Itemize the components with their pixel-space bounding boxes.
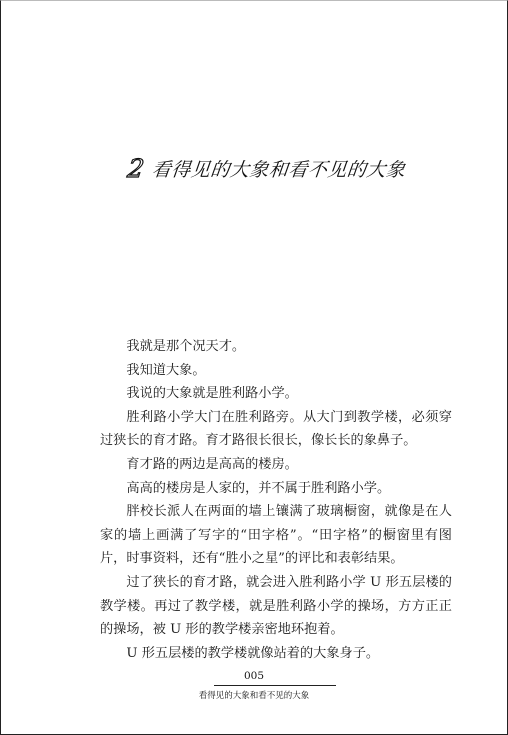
- paragraph: 我就是那个况天才。: [126, 339, 246, 354]
- chapter-title: 看得见的大象和看不见的大象: [150, 158, 407, 181]
- paragraph: 我说的大象就是胜利路小学。: [126, 386, 298, 402]
- paragraph: 胖校长派人在两面的墙上镶满了玻璃橱窗，就像是在人家的墙上画满了写字的“田字格”。“田字格”的橱窗里有图片，时事资料，还有“胜小之星”的评比和表彰结果。: [100, 504, 452, 567]
- paragraph: 育才路的两边是高高的楼房。: [126, 456, 298, 472]
- body-text: [100, 335, 452, 665]
- paragraph: 我知道大象。: [126, 362, 206, 378]
- paragraph: 过了狭长的育才路，就会进入胜利路小学 U 形五层楼的教学楼。再过了教学楼，就是胜利路小学的操场，方方正正的操场，被 U 形的教学楼亲密地环抱着。: [100, 574, 452, 638]
- paragraph: U 形五层楼的教学楼就像站着的大象身子。: [126, 645, 380, 661]
- running-title: 看得见的大象和看不见的大象: [198, 691, 310, 701]
- footer-rule: [214, 685, 336, 686]
- chapter-number: 2: [125, 153, 146, 183]
- paragraph: 胜利路小学大门在胜利路旁。从大门到教学楼，必须穿过狭长的育才路。育才路很长很长，像长长的象鼻子。: [100, 409, 452, 449]
- chapter-heading: [125, 150, 458, 186]
- paragraph: 高高的楼房是人家的，并不属于胜利路小学。: [126, 480, 391, 496]
- page-number: 005: [243, 670, 265, 682]
